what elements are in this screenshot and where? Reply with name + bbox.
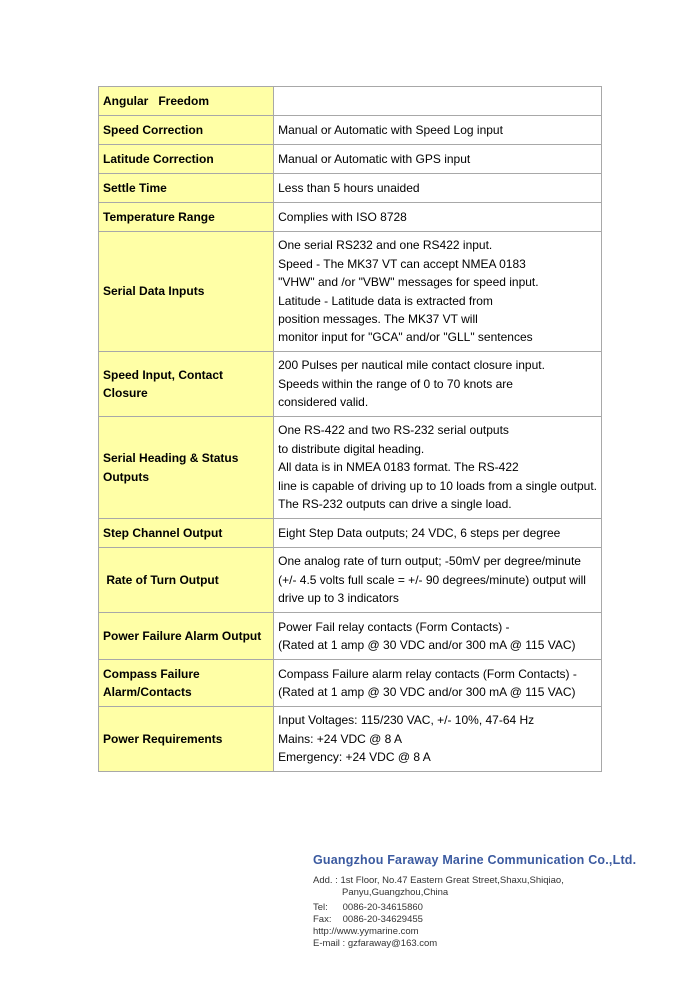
spec-row-serial-heading-outputs — [99, 417, 602, 519]
spec-value-line: position messages. The MK37 VT will — [278, 311, 478, 326]
spec-value-line: One analog rate of turn output; -50mV per degree/minute — [278, 554, 581, 569]
spec-label: Compass Failure Alarm/Contacts — [99, 660, 274, 707]
spec-row-latitude-correction — [99, 145, 602, 174]
company-name: Guangzhou Faraway Marine Communication Co.,Ltd. — [313, 853, 637, 867]
spec-value-line: Eight Step Data outputs; 24 VDC, 6 steps per degree — [278, 525, 561, 540]
spec-label: Step Channel Output — [99, 519, 274, 548]
company-footer — [313, 853, 636, 951]
spec-label: Angular Freedom — [99, 87, 274, 116]
spec-value — [274, 87, 602, 116]
website-link[interactable]: http://www.yymarine.com — [313, 926, 419, 938]
spec-row-speed-input — [99, 352, 602, 417]
tel-line — [313, 902, 636, 914]
spec-row-angular-freedom — [99, 87, 602, 116]
email-label: E-mail : — [313, 938, 346, 950]
address-text: 1st Floor, No.47 Eastern Great Street,Shaxu,Shiqiao, — [340, 875, 564, 886]
company-contact-info — [313, 875, 636, 951]
spec-value-line: to distribute digital heading. — [278, 441, 425, 456]
spec-value-line: Complies with ISO 8728 — [278, 209, 407, 224]
spec-label: Temperature Range — [99, 203, 274, 232]
spec-row-rate-of-turn-output — [99, 548, 602, 613]
spec-value-line: Latitude - Latitude data is extracted from — [278, 293, 493, 308]
spec-row-power-failure-alarm — [99, 613, 602, 660]
spec-value-line: Compass Failure alarm relay contacts (Form Contacts) - — [278, 666, 577, 681]
spec-value — [274, 548, 602, 613]
spec-value — [274, 707, 602, 772]
specifications-body — [99, 87, 602, 772]
fax-line — [313, 914, 636, 926]
spec-value-line: The RS-232 outputs can drive a single load. — [278, 497, 512, 512]
spec-value-line: All data is in NMEA 0183 format. The RS-422 — [278, 460, 519, 475]
spec-row-settle-time — [99, 174, 602, 203]
spec-value — [274, 660, 602, 707]
spec-value — [274, 145, 602, 174]
spec-label: Speed Correction — [99, 116, 274, 145]
spec-value-line: One serial RS232 and one RS422 input. — [278, 238, 493, 253]
spec-row-speed-correction — [99, 116, 602, 145]
spec-value-line: Manual or Automatic with GPS input — [278, 151, 471, 166]
spec-label: Power Failure Alarm Output — [99, 613, 274, 660]
spec-value-line: drive up to 3 indicators — [278, 591, 399, 606]
spec-row-power-requirements — [99, 707, 602, 772]
spec-value-line: (+/- 4.5 volts full scale = +/- 90 degrees/minute) output will — [278, 572, 586, 587]
address-label: Add. : — [313, 875, 338, 886]
spec-value-line: (Rated at 1 amp @ 30 VDC and/or 300 mA @ 115 VAC) — [278, 638, 576, 652]
tel-label: Tel: — [313, 901, 328, 913]
email-link[interactable]: gzfaraway@163.com — [347, 938, 438, 950]
spec-value-line: considered valid. — [278, 395, 369, 410]
specifications-table — [98, 86, 602, 772]
fax-label: Fax: — [313, 913, 332, 925]
spec-value — [274, 174, 602, 203]
spec-value — [274, 417, 602, 519]
spec-value-line: (Rated at 1 amp @ 30 VDC and/or 300 mA @ 115 VAC) — [278, 685, 576, 699]
address-line-2: Panyu,Guangzhou,China — [342, 887, 449, 899]
spec-value — [274, 232, 602, 352]
spec-row-serial-data-inputs — [99, 232, 602, 352]
spec-label: Settle Time — [99, 174, 274, 203]
spec-value — [274, 519, 602, 548]
spec-value-line: Input Voltages: 115/230 VAC, +/- 10%, 47-64 Hz — [278, 713, 535, 728]
spec-label: Serial Heading & Status Outputs — [99, 417, 274, 519]
spec-value-line: line is capable of driving up to 10 loads from a single output. — [278, 478, 597, 493]
spec-value-line: Speed - The MK37 VT can accept NMEA 0183 — [278, 256, 526, 271]
spec-label: Serial Data Inputs — [99, 232, 274, 352]
spec-value — [274, 116, 602, 145]
spec-value-line: Speeds within the range of 0 to 70 knots are — [278, 376, 513, 391]
spec-label: Rate of Turn Output — [99, 548, 274, 613]
spec-value-line: Mains: +24 VDC @ 8 A — [278, 731, 403, 746]
spec-value-line: Emergency: +24 VDC @ 8 A — [278, 750, 431, 765]
address-line — [313, 875, 636, 887]
spec-value-line: monitor input for "GCA" and/or "GLL" sentences — [278, 330, 533, 345]
spec-label: Speed Input, Contact Closure — [99, 352, 274, 417]
spec-label: Power Requirements — [99, 707, 274, 772]
spec-value — [274, 613, 602, 660]
tel-number: 0086-20-34615860 — [342, 901, 423, 913]
spec-row-compass-failure-alarm — [99, 660, 602, 707]
email-line — [313, 938, 636, 950]
spec-value — [274, 352, 602, 417]
spec-value-line: 200 Pulses per nautical mile contact closure input. — [278, 358, 545, 373]
spec-value — [274, 203, 602, 232]
spec-row-temperature-range — [99, 203, 602, 232]
spec-value-line: Power Fail relay contacts (Form Contacts) - — [278, 619, 510, 634]
spec-value-line: "VHW" and /or "VBW" messages for speed input. — [278, 275, 539, 290]
spec-value-line: One RS-422 and two RS-232 serial outputs — [278, 423, 509, 438]
spec-value-line: Manual or Automatic with Speed Log input — [278, 122, 503, 137]
spec-value-line: Less than 5 hours unaided — [278, 180, 420, 195]
fax-number: 0086-20-34629455 — [342, 913, 423, 925]
spec-row-step-channel-output — [99, 519, 602, 548]
spec-label: Latitude Correction — [99, 145, 274, 174]
